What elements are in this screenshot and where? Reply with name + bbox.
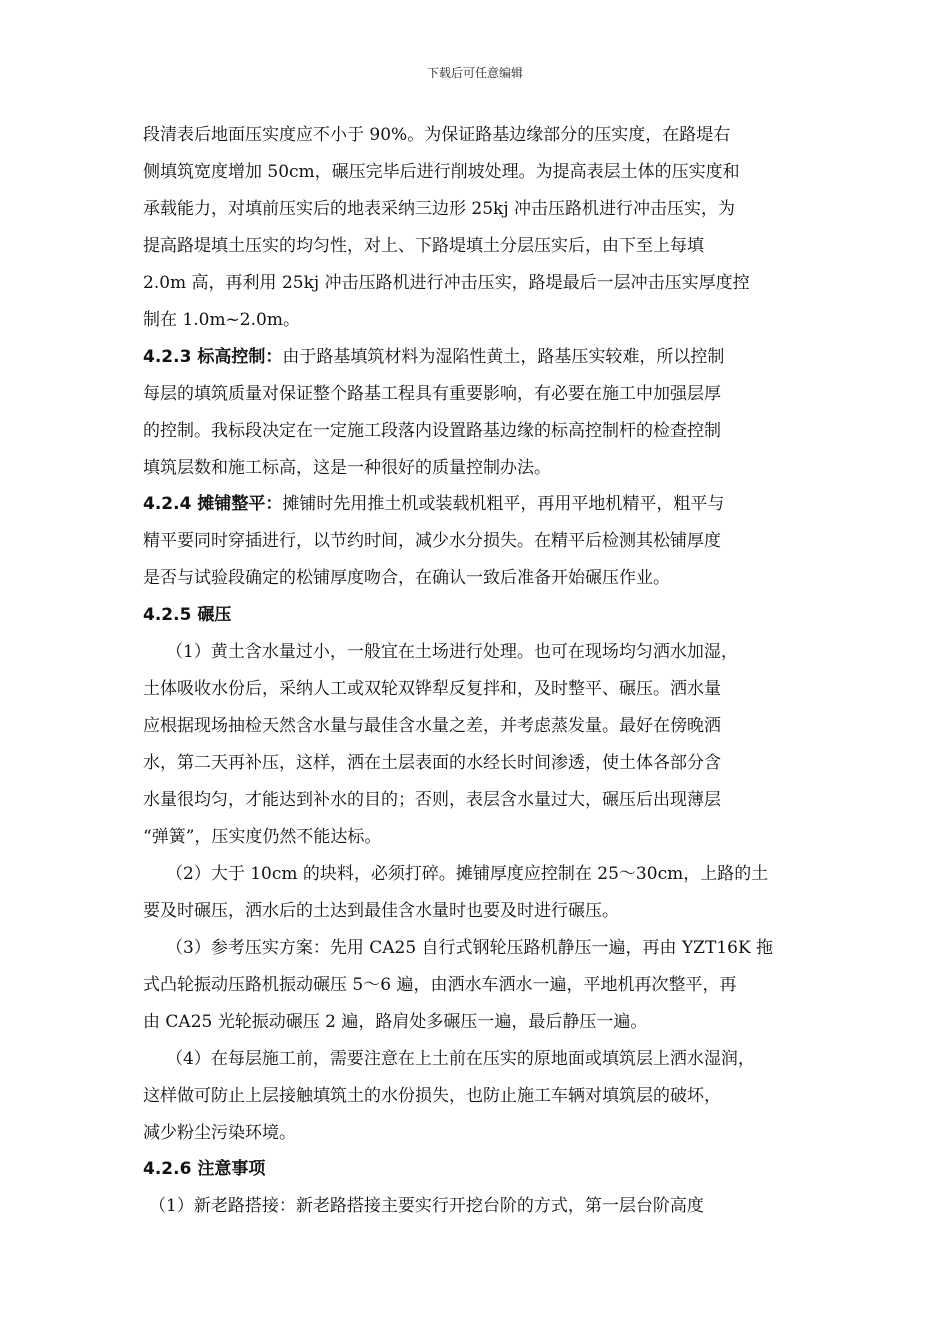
text-line: 减少粉尘污染环境。 bbox=[143, 1123, 296, 1143]
section-heading: 4.2.6 注意事项 bbox=[143, 1159, 266, 1179]
text-line: 制在 1.0m~2.0m。 bbox=[143, 310, 300, 330]
section-text: 摊铺时先用推土机或装载机粗平，再用平地机精平，粗平与 bbox=[282, 494, 725, 514]
text-line: （3）参考压实方案：先用 CA25 自行式钢轮压路机静压一遍，再由 YZT16K 拖 bbox=[166, 938, 774, 958]
text-line: 水，第二天再补压，这样，洒在土层表面的水经长时间渗透，使土体各部分含 bbox=[143, 753, 721, 773]
text-line: 的控制。我标段决定在一定施工段落内设置路基边缘的标高控制杆的检查控制 bbox=[143, 421, 721, 441]
text-line: （1）黄土含水量过小，一般宜在土场进行处理。也可在现场均匀洒水加湿， bbox=[166, 642, 738, 662]
section-heading: 4.2.5 碾压 bbox=[143, 605, 232, 625]
text-line: 承载能力，对填前压实后的地表采纳三边形 25kj 冲击压路机进行冲击压实，为 bbox=[143, 199, 736, 219]
section-heading: 4.2.4 摊铺整平： bbox=[143, 494, 283, 514]
text-line: 应根据现场抽检天然含水量与最佳含水量之差，并考虑蒸发量。最好在傍晚洒 bbox=[143, 716, 721, 736]
text-line: 填筑层数和施工标高，这是一种很好的质量控制办法。 bbox=[143, 458, 551, 478]
section-4-2-4 bbox=[143, 494, 724, 514]
section-text: 由于路基填筑材料为湿陷性黄土，路基压实较难，所以控制 bbox=[282, 347, 725, 367]
text-line: 式凸轮振动压路机振动碾压 5～6 遍，由洒水车洒水一遍，平地机再次整平，再 bbox=[143, 975, 737, 995]
text-line: 是否与试验段确定的松铺厚度吻合，在确认一致后准备开始碾压作业。 bbox=[143, 568, 670, 588]
text-line: 这样做可防止上层接触填筑土的水份损失，也防止施工车辆对填筑层的破坏， bbox=[143, 1086, 721, 1106]
page-header: 下载后可任意编辑 bbox=[426, 66, 523, 80]
text-line: 段清表后地面压实度应不小于 90%。为保证路基边缘部分的压实度，在路堤右 bbox=[143, 125, 731, 145]
text-line: 精平要同时穿插进行，以节约时间，减少水分损失。在精平后检测其松铺厚度 bbox=[143, 531, 721, 551]
text-line: （4）在每层施工前，需要注意在上土前在压实的原地面或填筑层上洒水湿润， bbox=[166, 1049, 755, 1069]
text-line: （2）大于 10cm 的块料，必须打碎。摊铺厚度应控制在 25～30cm，上路的土 bbox=[166, 864, 769, 884]
text-line: 土体吸收水份后，采纳人工或双轮双铧犁反复拌和，及时整平、碾压。洒水量 bbox=[143, 679, 721, 699]
text-line: 2.0m 高，再利用 25kj 冲击压路机进行冲击压实，路堤最后一层冲击压实厚度控 bbox=[143, 273, 750, 293]
text-line: 侧填筑宽度增加 50cm，碾压完毕后进行削坡处理。为提高表层土体的压实度和 bbox=[143, 162, 740, 182]
section-heading: 4.2.3 标高控制： bbox=[143, 347, 283, 367]
section-4-2-3 bbox=[143, 347, 724, 367]
text-line: “弹簧”，压实度仍然不能达标。 bbox=[143, 827, 382, 847]
text-line: 由 CA25 光轮振动碾压 2 遍，路肩处多碾压一遍，最后静压一遍。 bbox=[143, 1012, 648, 1032]
text-line: （1）新老路搭接：新老路搭接主要实行开挖台阶的方式，第一层台阶高度 bbox=[149, 1196, 704, 1216]
text-line: 要及时碾压，洒水后的土达到最佳含水量时也要及时进行碾压。 bbox=[143, 901, 619, 921]
text-line: 每层的填筑质量对保证整个路基工程具有重要影响，有必要在施工中加强层厚 bbox=[143, 384, 721, 404]
text-line: 提高路堤填土压实的均匀性，对上、下路堤填土分层压实后，由下至上每填 bbox=[143, 236, 704, 256]
text-line: 水量很均匀，才能达到补水的目的；否则，表层含水量过大，碾压后出现薄层 bbox=[143, 790, 721, 810]
